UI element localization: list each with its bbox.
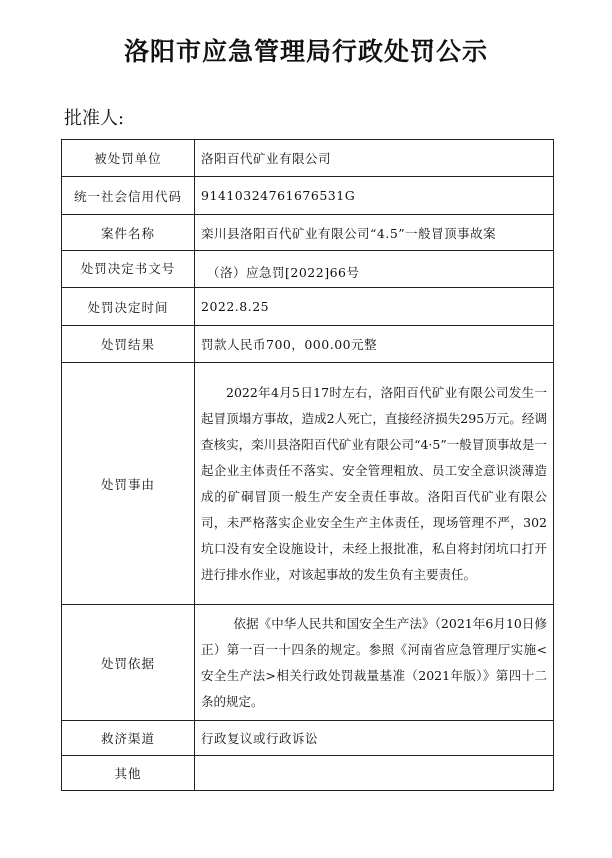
row-label: 被处罚单位: [62, 140, 195, 177]
row-value: （洛）应急罚[2022]66号: [195, 251, 554, 288]
table-row-penalty-result: [62, 326, 554, 363]
row-label: 处罚决定时间: [62, 288, 195, 326]
table-row-penalty-basis: [62, 605, 554, 721]
row-value: 洛阳百代矿业有限公司: [195, 140, 554, 177]
row-label: 处罚结果: [62, 326, 195, 363]
row-value: 栾川县洛阳百代矿业有限公司“4.5”一般冒顶事故案: [195, 215, 554, 251]
approver-label: 批准人:: [64, 108, 125, 129]
row-value: 罚款人民币700，000.00元整: [195, 326, 554, 363]
row-label: 处罚依据: [62, 605, 195, 721]
row-label: 案件名称: [62, 215, 195, 251]
table-row-other: [62, 756, 554, 791]
row-value: 行政复议或行政诉讼: [195, 721, 554, 756]
table-row-penalty-reason: [62, 363, 554, 605]
row-label: 处罚事由: [62, 363, 195, 605]
row-label: 统一社会信用代码: [62, 177, 195, 215]
table-row-decision-number: [62, 251, 554, 288]
table-row-case-name: [62, 215, 554, 251]
row-label: 其他: [62, 756, 195, 791]
table-row-decision-date: [62, 288, 554, 326]
page-title: 洛阳市应急管理局行政处罚公示: [123, 37, 488, 66]
row-value: [195, 756, 554, 791]
row-value: 91410324761676531G: [195, 177, 554, 215]
row-value: 依据《中华人民共和国安全生产法》（2021年6月10日修正）第一百一十四条的规定。参照《河南省应急管理厅实施<安全生产法>相关行政处罚裁量基准（2021年版）》第四十二条的规定。: [195, 605, 554, 721]
table-row-remedy-channel: [62, 721, 554, 756]
penalty-record-table: [61, 139, 554, 791]
table-row-credit-code: [62, 177, 554, 215]
row-label: 处罚决定书文号: [62, 251, 195, 288]
row-value: 2022.8.25: [195, 288, 554, 326]
row-label: 救济渠道: [62, 721, 195, 756]
table-row-penalized-entity: [62, 140, 554, 177]
row-value: 2022年4月5日17时左右，洛阳百代矿业有限公司发生一起冒顶塌方事故，造成2人死亡，直接经济损失295万元。经调查核实，栾川县洛阳百代矿业有限公司“4·5”一般冒顶事故是一起企业主体责任不落实、安全管理粗放、员工安全意识淡薄造成的矿硐冒顶一般生产安全责任事故。洛阳百代矿业有限公司，未严格落实企业安全生产主体责任，现场管理不严，302坑口没有安全设施设计，未经上报批准，私自将封闭坑口打开进行排水作业，对该起事故的发生负有主要责任。: [195, 363, 554, 605]
